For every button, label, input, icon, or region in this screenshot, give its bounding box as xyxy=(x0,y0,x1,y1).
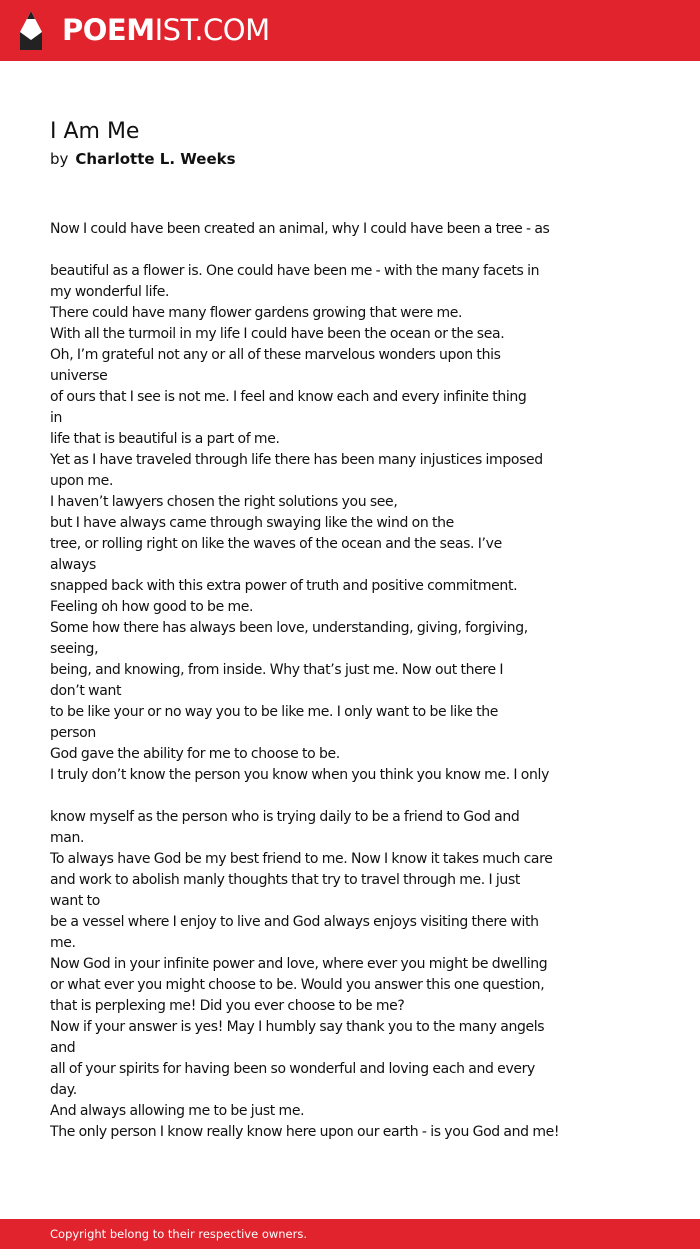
footer-bar xyxy=(0,1219,700,1249)
poem-line xyxy=(50,240,650,261)
poem-line: and work to abolish manly thoughts that try to travel through me. I just xyxy=(50,872,521,888)
poem-line: seeing, xyxy=(50,641,99,657)
poem-line: in xyxy=(50,410,63,426)
poem-line: that is perplexing me! Did you ever choose to be me? xyxy=(50,998,405,1014)
poem-line: but I have always came through swaying like the wind on the xyxy=(50,515,454,531)
by-label: by xyxy=(50,150,69,168)
poem-line: man. xyxy=(50,830,85,846)
poem-line xyxy=(50,786,650,807)
header-bar xyxy=(0,0,700,61)
poem-line: snapped back with this extra power of truth and positive commitment. xyxy=(50,578,518,594)
poem-line: of ours that I see is not me. I feel and know each and every infinite thing xyxy=(50,389,527,405)
poem-line: to be like your or no way you to be like me. I only want to be like the xyxy=(50,704,499,720)
poem-line: God gave the ability for me to choose to be. xyxy=(50,746,340,762)
author-name: Charlotte L. Weeks xyxy=(75,150,236,168)
poem-line: With all the turmoil in my life I could have been the ocean or the sea. xyxy=(50,326,505,342)
copyright-text: Copyright belong to their respective owners. xyxy=(50,1227,308,1241)
poem-line: or what ever you might choose to be. Would you answer this one question, xyxy=(50,977,545,993)
poem-line: be a vessel where I enjoy to live and God always enjoys visiting there with xyxy=(50,914,539,930)
poem-line: know myself as the person who is trying daily to be a friend to God and xyxy=(50,809,520,825)
poem-line: Now God in your infinite power and love, where ever you might be dwelling xyxy=(50,956,548,972)
poem-line: my wonderful life. xyxy=(50,284,170,300)
poem-line: And always allowing me to be just me. xyxy=(50,1103,305,1119)
poem-line: Now I could have been created an animal, why I could have been a tree - as xyxy=(50,221,550,237)
poem-line: being, and knowing, from inside. Why that’s just me. Now out there I xyxy=(50,662,504,678)
poem-line: and xyxy=(50,1040,76,1056)
poem-line: beautiful as a flower is. One could have been me - with the many facets in xyxy=(50,263,540,279)
brand-logo[interactable] xyxy=(62,12,270,48)
poem-line: Some how there has always been love, understanding, giving, forgiving, xyxy=(50,620,528,636)
byline xyxy=(50,148,236,170)
poem-line: I truly don’t know the person you know when you think you know me. I only xyxy=(50,767,549,783)
poem-line: upon me. xyxy=(50,473,114,489)
poem-line: all of your spirits for having been so wonderful and loving each and every xyxy=(50,1061,535,1077)
pencil-icon[interactable] xyxy=(18,10,44,52)
poem-line: tree, or rolling right on like the waves of the ocean and the seas. I’ve xyxy=(50,536,502,552)
poem-line: The only person I know really know here upon our earth - is you God and me! xyxy=(50,1124,560,1140)
poem-line: Feeling oh how good to be me. xyxy=(50,599,254,615)
brand-logo-bold: POEM xyxy=(62,13,155,47)
poem-line: There could have many flower gardens growing that were me. xyxy=(50,305,463,321)
poem-line: Now if your answer is yes! May I humbly say thank you to the many angels xyxy=(50,1019,545,1035)
poem-line: person xyxy=(50,725,96,741)
poem-line: To always have God be my best friend to me. Now I know it takes much care xyxy=(50,851,553,867)
poem-line: day. xyxy=(50,1082,77,1098)
brand-logo-light: IST.COM xyxy=(154,13,270,47)
poem-line: universe xyxy=(50,368,108,384)
poem-line: Oh, I’m grateful not any or all of these marvelous wonders upon this xyxy=(50,347,501,363)
poem-line: Yet as I have traveled through life there has been many injustices imposed xyxy=(50,452,543,468)
poem-body xyxy=(50,219,650,1143)
poem-line: I haven’t lawyers chosen the right solutions you see, xyxy=(50,494,398,510)
poem-line: me. xyxy=(50,935,76,951)
poem-title: I Am Me xyxy=(50,119,140,144)
poem-line: life that is beautiful is a part of me. xyxy=(50,431,280,447)
poem-line: want to xyxy=(50,893,100,909)
poem-line: don’t want xyxy=(50,683,122,699)
poem-line: always xyxy=(50,557,96,573)
